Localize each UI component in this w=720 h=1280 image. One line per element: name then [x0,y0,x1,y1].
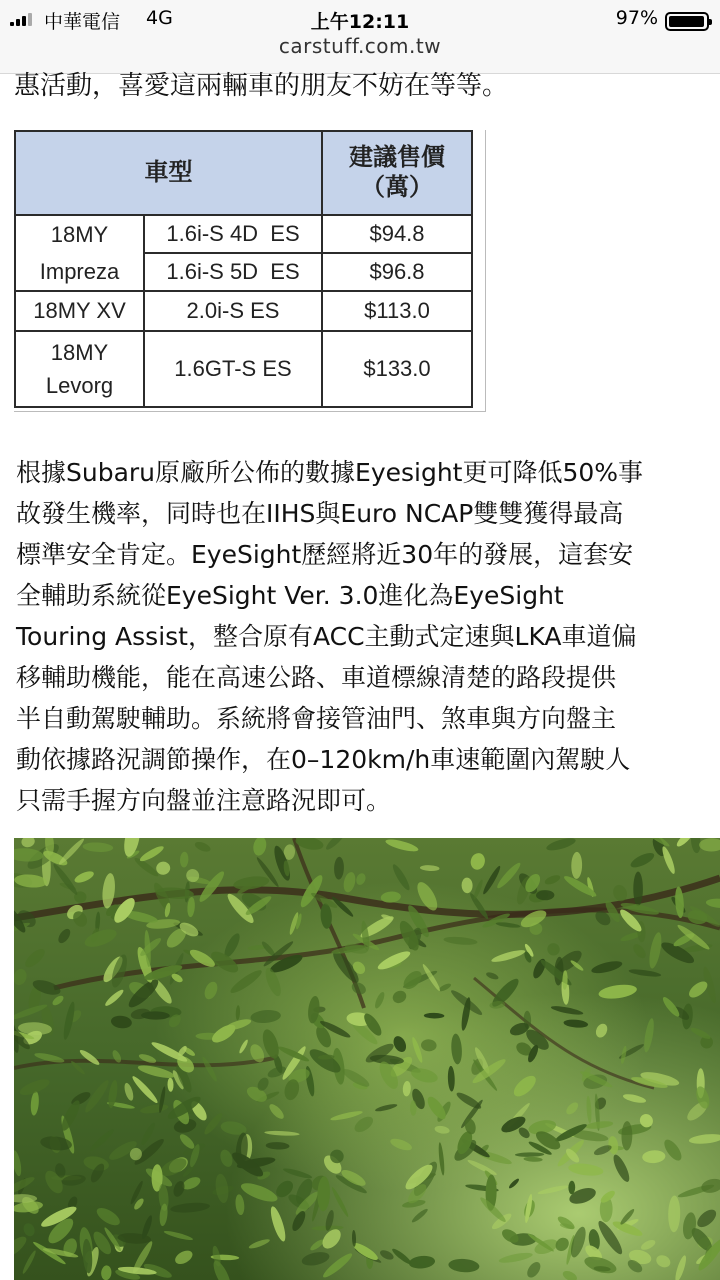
paragraph-line: 標準安全肯定。EyeSight歷經將近30年的發展，這套安 [16,540,634,569]
price-cell: $94.8 [322,215,472,253]
browser-chrome [0,0,720,74]
header-model: 車型 [15,131,322,215]
battery-percentage: 97% [615,7,658,29]
trim-cell: 1.6i-S 5D ES [144,253,322,291]
leaf-shape [633,872,643,907]
model-name-line1: 18MY [50,222,109,247]
header-price [322,131,472,215]
price-table [14,130,473,408]
trim-cell: 1.6GT-S ES [144,331,322,407]
network-type: 4G [146,7,173,29]
battery-level-fill [669,16,704,27]
paragraph-line: Touring Assist，整合原有ACC主動式定速與LKA車道偏 [16,622,637,651]
header-price-line2: （萬） [361,175,433,201]
price-cell: $113.0 [322,291,472,331]
article-paragraph [16,452,708,821]
price-cell: $133.0 [322,331,472,407]
price-cell: $96.8 [322,253,472,291]
battery-icon [665,12,709,31]
status-bar [0,4,720,34]
model-name-line2: Levorg [45,373,114,398]
trim-cell: 1.6i-S 4D ES [144,215,322,253]
status-clock: 上午12:11 [310,11,410,33]
paragraph-line: 移輔助機能，能在高速公路、車道標線清楚的路段提供 [16,663,617,692]
article-intro-line: 惠活動，喜愛這兩輛車的朋友不妨在等等。 [14,71,509,101]
carrier-name: 中華電信 [44,11,121,33]
address-bar[interactable]: carstuff.com.tw [278,34,442,58]
model-name-line2: Impreza [39,259,120,284]
paragraph-line: 根據Subaru原廠所公佈的數據Eyesight更可降低50%事 [16,458,644,487]
trim-cell: 2.0i-S ES [144,291,322,331]
article-photo[interactable] [14,838,720,1280]
paragraph-line: 半自動駕駛輔助。系統將會接管油門、煞車與方向盤主 [16,704,617,733]
model-cell [15,215,144,291]
paragraph-line: 故發生機率，同時也在IIHS與Euro NCAP雙雙獲得最高 [16,499,624,528]
model-cell: 18MY XV [15,291,144,331]
paragraph-line: 動依據路況調節操作，在0–120km/h車速範圍內駕駛人 [16,745,631,774]
model-cell [15,331,144,407]
model-name-line1: 18MY [50,340,109,365]
paragraph-line: 只需手握方向盤並注意路況即可。 [16,786,392,815]
header-price-line1: 建議售價 [349,145,445,171]
paragraph-line: 全輔助系統從EyeSight Ver. 3.0進化為EyeSight [16,581,564,610]
forest-foliage-image [14,838,720,1280]
